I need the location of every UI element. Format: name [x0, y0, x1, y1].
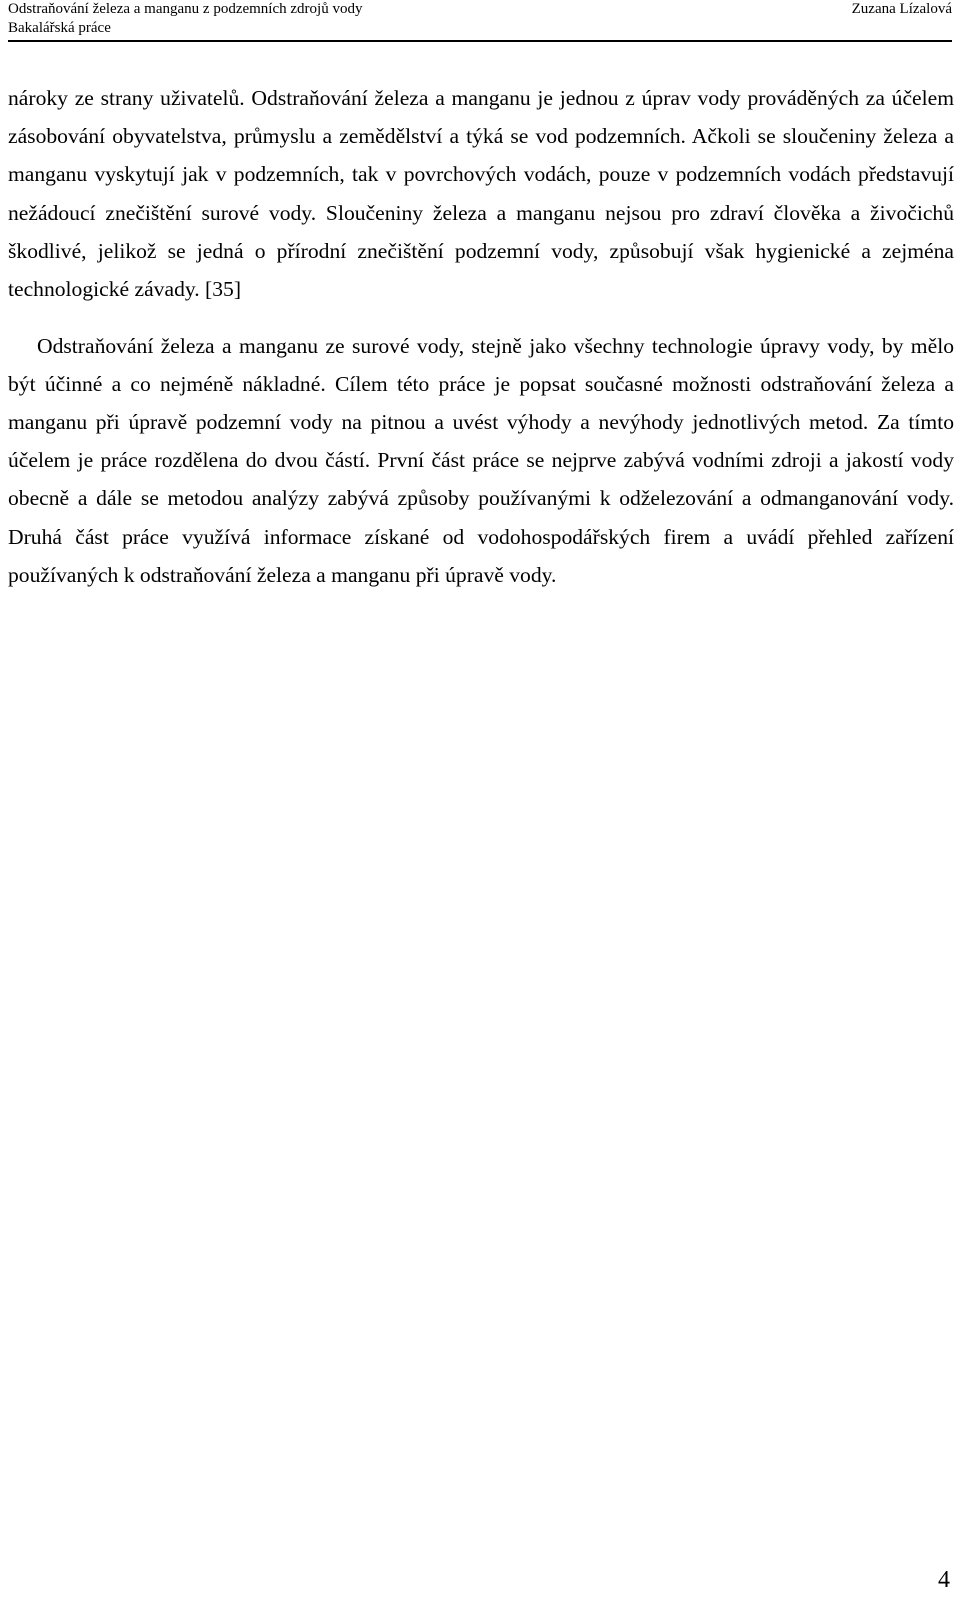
header-left	[8, 0, 362, 38]
page-header	[8, 0, 952, 42]
author-name: Zuzana Lízalová	[851, 1, 952, 17]
page-number: 4	[938, 1567, 950, 1593]
document-title: Odstraňování železa a manganu z podzemních zdrojů vody	[8, 1, 363, 17]
paragraph: Odstraňování železa a manganu ze surové vody, stejně jako všechny technologie úpravy vody, by mělo být účinné a co nejméně nákladné. Cílem této práce je popsat současné možnosti odstraňování železa a manganu při úpravě podzemní vody na pitnou a uvést výhody a nevýhody jednotlivých metod. Za tímto účelem je práce rozdělena do dvou částí. První část práce se nejprve zabývá vodními zdroji a jakostí vody obecně a dále se metodou analýzy zabývá způsoby používanými k odželezování a odmanganování vody. Druhá část práce využívá informace získané od vodohospodářských firem a uvádí přehled zařízení používaných k odstraňování železa a manganu při úpravě vody.	[8, 333, 954, 587]
document-body	[8, 79, 954, 594]
document-type: Bakalářská práce	[8, 20, 111, 36]
paragraph: nároky ze strany uživatelů. Odstraňování železa a manganu je jednou z úprav vody prováděných za účelem zásobování obyvatelstva, průmyslu a zemědělství a týká se vod podzemních. Ačkoli se sloučeniny železa a manganu vyskytují jak v podzemních, tak v povrchových vodách, pouze v podzemních vodách představují nežádoucí znečištění surové vody. Sloučeniny železa a manganu nejsou pro zdraví člověka a živočichů škodlivé, jelikož se jedná o přírodní znečištění podzemní vody, způsobují však hygienické a zejména technologické závady. [35]	[8, 86, 954, 302]
